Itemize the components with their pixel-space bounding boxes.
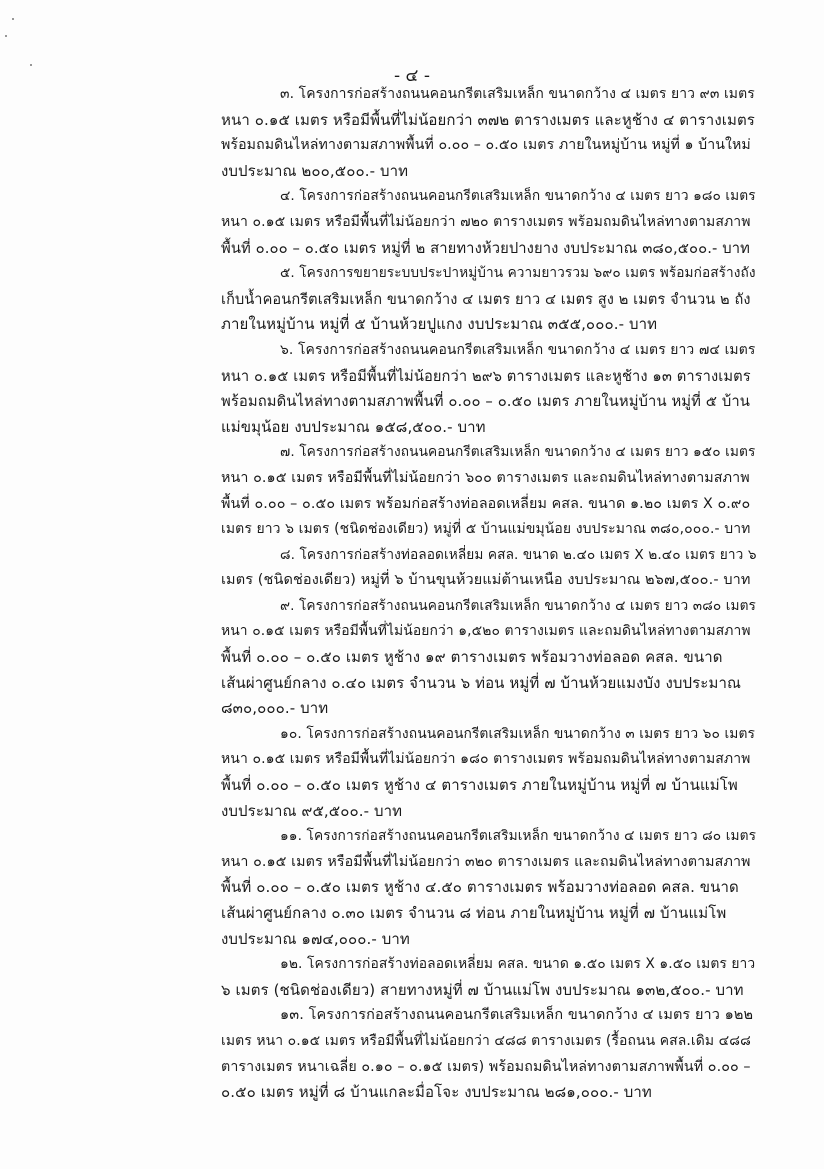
scan-speck: [12, 18, 14, 20]
project-item-heading-line: ๑๒. โครงการก่อสร้างท่อลอดเหลี่ยม คสล. ขนาด ๑.๕๐ เมตร X ๑.๕๐ เมตร ยาว: [280, 956, 756, 973]
project-item: [221, 824, 756, 952]
project-item-line: งบประมาณ ๑๗๔,๐๐๐.- บาท: [221, 929, 410, 948]
page-number: - ๔ -: [394, 66, 430, 86]
project-item: [221, 440, 756, 542]
project-item: [221, 1003, 756, 1105]
project-item: [221, 184, 756, 261]
project-item-line: พื้นที่ ๐.๐๐ – ๐.๕๐ เมตร พร้อมก่อสร้างท่อลอดเหลี่ยม คสล. ขนาด ๑.๒๐ เมตร X ๐.๙๐: [221, 495, 751, 512]
project-item-line: แม่ขมุน้อย งบประมาณ ๑๕๘,๕๐๐.- บาท: [221, 417, 486, 436]
project-item-heading-line: ๑๓. โครงการก่อสร้างถนนคอนกรีตเสริมเหล็ก ขนาดกว้าง ๔ เมตร ยาว ๑๒๒: [280, 1007, 754, 1024]
project-item-line: หนา ๐.๑๕ เมตร หรือมีพื้นที่ไม่น้อยกว่า ๓๗๒ ตารางเมตร และหูช้าง ๔ ตารางเมตร: [221, 110, 755, 129]
project-item: [221, 338, 756, 440]
project-item-line: พื้นที่ ๐.๐๐ – ๐.๕๐ เมตร หูช้าง ๔ ตารางเมตร ภายในหมู่บ้าน หมู่ที่ ๗ บ้านแม่โพ: [221, 776, 738, 795]
project-item-line: หนา ๐.๑๕ เมตร หรือมีพื้นที่ไม่น้อยกว่า ๗๒๐ ตารางเมตร พร้อมถมดินไหล่ทางตามสภาพ: [221, 213, 751, 230]
project-item-line: พื้นที่ ๐.๐๐ – ๐.๕๐ เมตร หูช้าง ๔.๕๐ ตารางเมตร พร้อมวางท่อลอด คสล. ขนาด: [221, 878, 739, 897]
project-item-heading-line: ๕. โครงการขยายระบบประปาหมู่บ้าน ความยาวรวม ๖๙๐ เมตร พร้อมก่อสร้างถัง: [280, 265, 756, 282]
project-item-line: เก็บน้ำคอนกรีตเสริมเหล็ก ขนาดกว้าง ๔ เมตร ยาว ๔ เมตร สูง ๒ เมตร จำนวน ๒ ถัง: [221, 290, 751, 308]
project-item-line: ๘๓๐,๐๐๐.- บาท: [221, 699, 329, 718]
project-item-line: เมตร (ชนิดช่องเดียว) หมู่ที่ ๖ บ้านขุนห้วยแม่ต้านเหนือ งบประมาณ ๒๖๗,๕๐๐.- บาท: [221, 572, 751, 589]
project-item-line: ภายในหมู่บ้าน หมู่ที่ ๕ บ้านห้วยปูแกง งบประมาณ ๓๕๕,๐๐๐.- บาท: [221, 315, 658, 334]
project-item-line: เมตร ยาว ๖ เมตร (ชนิดช่องเดียว) หมู่ที่ ๕ บ้านแม่ขมุน้อย งบประมาณ ๓๘๐,๐๐๐.- บาท: [221, 521, 751, 538]
project-item-heading-line: ๔. โครงการก่อสร้างถนนคอนกรีตเสริมเหล็ก ขนาดกว้าง ๔ เมตร ยาว ๑๘๐ เมตร: [280, 188, 756, 205]
project-item-heading-line: ๘. โครงการก่อสร้างท่อลอดเหลี่ยม คสล. ขนาด ๒.๔๐ เมตร X ๒.๔๐ เมตร ยาว ๖: [280, 546, 757, 563]
scan-speck: [5, 35, 7, 37]
project-item: [221, 543, 756, 594]
project-item-heading-line: ๑๑. โครงการก่อสร้างถนนคอนกรีตเสริมเหล็ก ขนาดกว้าง ๔ เมตร ยาว ๘๐ เมตร: [280, 828, 757, 845]
project-item: [221, 722, 756, 824]
project-item-line: หนา ๐.๑๕ เมตร หรือมีพื้นที่ไม่น้อยกว่า ๑๘๐ ตารางเมตร พร้อมถมดินไหล่ทางตามสภาพ: [221, 751, 751, 768]
project-item-line: เมตร หนา ๐.๑๕ เมตร หรือมีพื้นที่ไม่น้อยกว่า ๔๘๘ ตารางเมตร (รื้อถนน คสล.เดิม ๔๘๘: [221, 1032, 751, 1049]
project-item-line: หนา ๐.๑๕ เมตร หรือมีพื้นที่ไม่น้อยกว่า ๖๐๐ ตารางเมตร และถมดินไหล่ทางตามสภาพ: [221, 469, 750, 486]
project-list: [221, 82, 756, 1106]
project-item-line: พื้นที่ ๐.๐๐ – ๐.๕๐ เมตร หมู่ที่ ๒ สายทางห้วยปางยาง งบประมาณ ๓๘๐,๕๐๐.- บาท: [221, 239, 750, 257]
project-item: [221, 952, 756, 1003]
project-item-line: งบประมาณ ๙๕,๕๐๐.- บาท: [221, 801, 403, 820]
project-item-line: เส้นผ่าศูนย์กลาง ๐.๔๐ เมตร จำนวน ๖ ท่อน หมู่ที่ ๗ บ้านห้วยแมงบัง งบประมาณ: [221, 673, 741, 692]
project-item-heading-line: ๗. โครงการก่อสร้างถนนคอนกรีตเสริมเหล็ก ขนาดกว้าง ๔ เมตร ยาว ๑๕๐ เมตร: [280, 444, 756, 461]
project-item-heading-line: ๖. โครงการก่อสร้างถนนคอนกรีตเสริมเหล็ก ขนาดกว้าง ๔ เมตร ยาว ๗๔ เมตร: [280, 341, 756, 358]
project-item-line: หนา ๐.๑๕ เมตร หรือมีพื้นที่ไม่น้อยกว่า ๑,๕๒๐ ตารางเมตร และถมดินไหล่ทางตามสภาพ: [221, 623, 751, 640]
project-item-line: ๐.๕๐ เมตร หมู่ที่ ๘ บ้านแกละมื่อโจะ งบประมาณ ๒๘๑,๐๐๐.- บาท: [221, 1083, 652, 1102]
project-item: [221, 261, 756, 338]
project-item-heading-line: ๙. โครงการก่อสร้างถนนคอนกรีตเสริมเหล็ก ขนาดกว้าง ๔ เมตร ยาว ๓๘๐ เมตร: [280, 597, 756, 614]
project-item-line: พื้นที่ ๐.๐๐ – ๐.๕๐ เมตร หูช้าง ๑๙ ตารางเมตร พร้อมวางท่อลอด คสล. ขนาด: [221, 648, 723, 667]
project-item-heading-line: ๓. โครงการก่อสร้างถนนคอนกรีตเสริมเหล็ก ขนาดกว้าง ๔ เมตร ยาว ๙๓ เมตร: [280, 86, 755, 102]
project-item: [221, 82, 756, 184]
project-item-line: พร้อมถมดินไหล่ทางตามสภาพพื้นที่ ๐.๐๐ – ๐.๕๐ เมตร ภายในหมู่บ้าน หมู่ที่ ๑ บ้านใหม่: [221, 137, 751, 154]
project-item-line: หนา ๐.๑๕ เมตร หรือมีพื้นที่ไม่น้อยกว่า ๒๙๖ ตารางเมตร และหูช้าง ๑๓ ตารางเมตร: [221, 367, 751, 385]
project-item-heading-line: ๑๐. โครงการก่อสร้างถนนคอนกรีตเสริมเหล็ก ขนาดกว้าง ๓ เมตร ยาว ๖๐ เมตร: [280, 725, 756, 742]
project-item-line: ๖ เมตร (ชนิดช่องเดียว) สายทางหมู่ที่ ๗ บ้านแม่โพ งบประมาณ ๑๓๒,๕๐๐.- บาท: [221, 980, 744, 999]
project-item: [221, 594, 756, 722]
project-item-line: พร้อมถมดินไหล่ทางตามสภาพพื้นที่ ๐.๐๐ – ๐.๕๐ เมตร ภายในหมู่บ้าน หมู่ที่ ๕ บ้าน: [221, 393, 750, 411]
project-item-line: ตารางเมตร หนาเฉลี่ย ๐.๑๐ – ๐.๑๕ เมตร) พร้อมถมดินไหล่ทางตามสภาพพื้นที่ ๐.๐๐ –: [221, 1058, 751, 1075]
project-item-line: เส้นผ่าศูนย์กลาง ๐.๓๐ เมตร จำนวน ๘ ท่อน ภายในหมู่บ้าน หมู่ที่ ๗ บ้านแม่โพ: [221, 904, 727, 922]
project-item-line: งบประมาณ ๒๐๐,๕๐๐.- บาท: [221, 161, 409, 180]
project-item-line: หนา ๐.๑๕ เมตร หรือมีพื้นที่ไม่น้อยกว่า ๓๒๐ ตารางเมตร และถมดินไหล่ทางตามสภาพ: [221, 853, 751, 870]
